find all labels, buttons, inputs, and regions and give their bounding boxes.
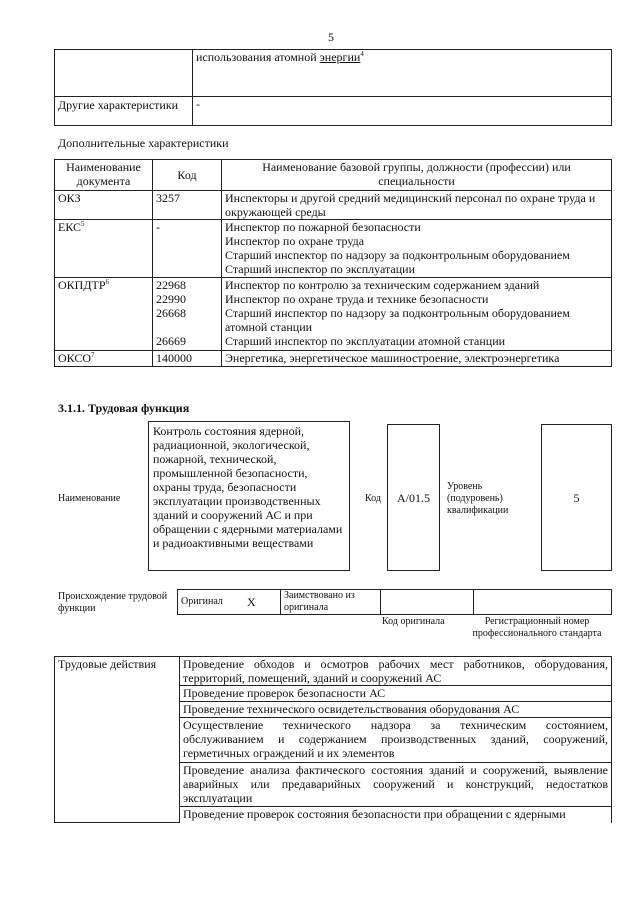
other-characteristics-label: Другие характеристики bbox=[55, 97, 193, 126]
origin-borrowed: Заимствовано из оригинала bbox=[281, 590, 381, 615]
function-code-label: Код bbox=[365, 493, 381, 504]
origin-table bbox=[177, 589, 612, 615]
level-box bbox=[541, 424, 612, 571]
okpdtr-name: Инспектор по охране труда и технике безопасности bbox=[225, 292, 489, 306]
okpdtr-doc: ОКПДТР bbox=[58, 278, 106, 292]
top-table-empty-cell bbox=[55, 50, 193, 97]
footnote-4: 4 bbox=[360, 50, 364, 58]
origin-reg-cell bbox=[474, 590, 612, 615]
okz-doc: ОКЗ bbox=[55, 191, 153, 220]
level-label: Уровень (подуровень) квалификации bbox=[447, 481, 509, 516]
header-code: Код bbox=[153, 160, 222, 191]
eks-name: Старший инспектор по надзору за подконтрольным оборудованием bbox=[225, 248, 570, 262]
okpdtr-codes bbox=[153, 278, 222, 351]
labor-action-item: Проведение проверок безопасности АС bbox=[180, 686, 612, 702]
function-name-label: Наименование bbox=[58, 493, 121, 504]
origin-mark: X bbox=[244, 590, 281, 615]
section-title: 3.1.1. Трудовая функция bbox=[58, 401, 190, 415]
eks-doc: ЕКС bbox=[58, 220, 82, 234]
code-original-label: Код оригинала bbox=[382, 616, 445, 627]
origin-code-cell bbox=[381, 590, 474, 615]
header-document: Наименование документа bbox=[55, 160, 153, 191]
labor-action-item: Проведение обходов и осмотров рабочих мест работников, оборудования, территорий, помещений, зданий и сооружений АС bbox=[180, 657, 612, 686]
function-name-box bbox=[148, 421, 350, 571]
eks-name: Старший инспектор по эксплуатации bbox=[225, 262, 416, 276]
okpdtr-name: Инспектор по контролю за техническим содержанием зданий bbox=[225, 278, 540, 292]
okz-code: 3257 bbox=[153, 191, 222, 220]
additional-title: Дополнительные характеристики bbox=[58, 136, 229, 150]
origin-label: Происхождение трудовой функции bbox=[58, 591, 168, 614]
header-name: Наименование базовой группы, должности (профессии) или специальности bbox=[222, 160, 612, 191]
top-table-text-cell bbox=[193, 50, 612, 97]
okpdtr-names bbox=[222, 278, 612, 351]
function-code-value: A/01.5 bbox=[397, 490, 430, 505]
footnote-6: 6 bbox=[105, 278, 110, 286]
eks-name: Инспектор по пожарной безопасности bbox=[225, 220, 421, 234]
okso-doc-cell bbox=[55, 351, 153, 367]
labor-action-item: Осуществление технического надзора за техническим состоянием, обслуживанием и содержанием производственных зданий, сооружений, герметичных ограждений и их элементов bbox=[180, 718, 612, 763]
eks-names bbox=[222, 220, 612, 278]
reg-number-label: Регистрационный номер профессионального стандарта bbox=[472, 616, 602, 639]
okpdtr-code: 26669 bbox=[156, 334, 186, 348]
okpdtr-code: 22968 bbox=[156, 278, 186, 292]
eks-code: - bbox=[153, 220, 222, 278]
additional-table bbox=[54, 159, 612, 367]
okz-name: Инспекторы и другой средний медицинский персонал по охране труда и окружающей среды bbox=[222, 191, 612, 220]
okpdtr-code: 22990 bbox=[156, 292, 186, 306]
labor-action-item: Проведение технического освидетельствования оборудования АС bbox=[180, 702, 612, 718]
labor-actions-table bbox=[54, 656, 612, 823]
okpdtr-doc-cell bbox=[55, 278, 153, 351]
function-code-box bbox=[387, 424, 440, 571]
labor-actions-label: Трудовые действия bbox=[55, 657, 180, 823]
footnote-5: 5 bbox=[81, 220, 85, 228]
level-value: 5 bbox=[573, 490, 580, 505]
footnote-7: 7 bbox=[91, 351, 95, 359]
labor-action-item: Проведение проверок состояния безопасности при обращении с ядерными bbox=[180, 807, 612, 823]
top-table-underlined: энергии bbox=[319, 50, 361, 64]
function-name-text: Контроль состояния ядерной, радиационной, экологической, пожарной, технической, промышленной безопасности, охраны труда, безопасности эксплуатации производственных зданий и сооружений АС и при обращении с ядерными материалами и радиоактивными веществами bbox=[153, 424, 343, 550]
top-table bbox=[54, 49, 612, 126]
okso-doc: ОКСО bbox=[58, 351, 92, 365]
okso-name: Энергетика, энергетическое машиностроение, электроэнергетика bbox=[222, 351, 612, 367]
labor-action-item: Проведение анализа фактического состояния зданий и сооружений, выявление аварийных или предаварийных сооружений и конструкций, недостатков эксплуатации bbox=[180, 763, 612, 807]
okso-code: 140000 bbox=[153, 351, 222, 367]
other-characteristics-value: - bbox=[193, 97, 612, 126]
top-table-text: использования атомной bbox=[196, 50, 317, 64]
origin-original: Оригинал bbox=[178, 590, 245, 615]
eks-doc-cell bbox=[55, 220, 153, 278]
okpdtr-name: Старший инспектор по надзору за подконтрольным оборудованием атомной станции bbox=[225, 306, 570, 334]
okpdtr-code: 26668 bbox=[156, 306, 186, 320]
page-number: 5 bbox=[328, 30, 334, 44]
eks-name: Инспектор по охране труда bbox=[225, 234, 365, 248]
okpdtr-name: Старший инспектор по эксплуатации атомной станции bbox=[225, 334, 506, 348]
